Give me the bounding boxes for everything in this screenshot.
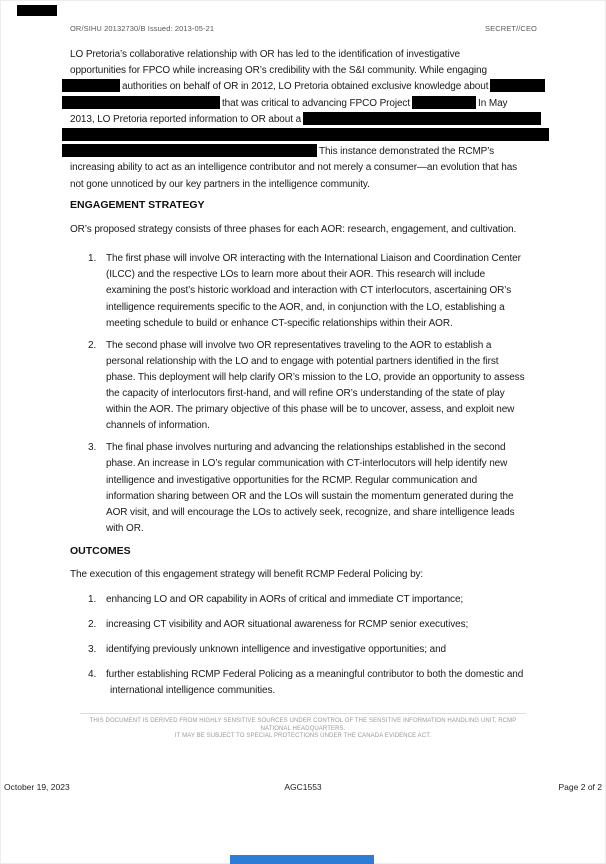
footer-date: October 19, 2023 [4, 782, 70, 792]
body-text: not gone unnoticed by our key partners in the intelligence community. [70, 178, 370, 190]
text-line: increasing CT visibility and AOR situational awareness for RCMP senior executives; [106, 618, 469, 630]
bottom-accent-bar [230, 855, 374, 864]
text-line: intelligence and investigative opportunities for the RCMP. Regular communication and [106, 474, 478, 486]
text-line: enhancing LO and OR capability in AORs of critical and immediate CT importance; [106, 593, 464, 605]
outcomes-intro: The execution of this engagement strategy will benefit RCMP Federal Policing by: [70, 569, 424, 581]
list-item [70, 592, 540, 608]
body-text: This instance demonstrated the RCMP’s [319, 146, 495, 158]
text-line: meeting schedule to build or enhance CT-specific relationships within their AOR. [106, 317, 453, 329]
text-line: The final phase involves nurturing and advancing the relationships established in the second [106, 442, 506, 454]
redaction-bar [412, 96, 476, 109]
document-body [70, 47, 540, 708]
text-line [70, 112, 540, 128]
redaction-bar [490, 79, 545, 92]
item-number: 3. [88, 442, 97, 454]
item-number: 1. [88, 253, 97, 265]
outcomes-list [70, 592, 540, 699]
redaction-bar [303, 112, 541, 125]
text-line [70, 177, 540, 193]
footer-page-indicator: Page 2 of 2 [558, 782, 602, 792]
text-line: phase. An increase in LO’s regular communication with CT-interlocutors will help identify new [106, 458, 508, 470]
text-line: information sharing between OR and the LOs will sustain the momentum generated during the [106, 490, 514, 502]
item-number: 4. [88, 668, 97, 680]
redaction-bar [62, 96, 220, 109]
text-line: AOR visit, and will encourage the LOs to actively seek, recognize, and share intelligence leads [106, 506, 515, 518]
body-text: In May [478, 97, 508, 109]
list-item [70, 642, 540, 658]
disclaimer-line: IT MAY BE SUBJECT TO SPECIAL PROTECTIONS UNDER THE CANADA EVIDENCE ACT. [174, 733, 432, 739]
text-line: international intelligence communities. [110, 684, 276, 696]
item-number: 3. [88, 643, 97, 655]
section-heading-engagement-strategy: ENGAGEMENT STRATEGY [70, 198, 205, 211]
text-line: intelligence requirements specific to the AOR, and, in conjunction with the LO, establishing a [106, 301, 505, 313]
item-number: 2. [88, 618, 97, 630]
text-line [70, 79, 540, 95]
classification-marking: SECRET//CEO [485, 24, 537, 33]
item-number: 2. [88, 339, 97, 351]
text-line: within the AOR. The primary objective of this phase will be to uncover, assess, and exploit new [106, 404, 515, 416]
body-text: LO Pretoria’s collaborative relationship with OR has led to the identification of investigative [70, 49, 460, 60]
sensitivity-disclaimer [80, 713, 526, 741]
list-item [70, 667, 540, 699]
list-item [70, 251, 540, 332]
list-item [70, 338, 540, 435]
text-line: examining the post’s historic workload and interaction with CT interlocutors, ascertaining OR’s [106, 285, 512, 297]
body-text: authorities on behalf of OR in 2012, LO Pretoria obtained exclusive knowledge about [122, 81, 489, 93]
redaction-bar [62, 128, 549, 141]
item-number: 1. [88, 593, 97, 605]
list-item [70, 617, 540, 633]
text-line: with OR. [106, 523, 144, 535]
redaction-bar [62, 144, 317, 157]
list-item [70, 440, 540, 537]
disclaimer-line: THIS DOCUMENT IS DERIVED FROM HIGHLY SENSITIVE SOURCES UNDER CONTROL OF THE SENSITIVE INFORMATION HANDLING UNIT, RCMP NATIONAL HEADQUARTERS. [89, 718, 517, 732]
strategy-list [70, 251, 540, 537]
redaction-bar [62, 79, 120, 92]
text-line: (ILCC) and the respective LOs to learn more about their AOR. This research will include [106, 269, 486, 281]
text-line [70, 63, 540, 79]
text-line: The second phase will involve two OR representatives traveling to the AOR to establish a [106, 339, 492, 351]
text-line: personal relationship with the LO and to engage with potential partners identified in the first [106, 355, 499, 367]
doc-reference-number: OR/SIHU 20132730/B Issued: 2013-05-21 [70, 24, 215, 33]
body-text: opportunities for FPCO while increasing OR’s credibility with the S&I community. While engaging [70, 65, 487, 77]
strategy-intro: OR’s proposed strategy consists of three phases for each AOR: research, engagement, and cultivation. [70, 223, 517, 235]
corner-redaction-bar [17, 5, 57, 16]
text-line: identifying previously unknown intelligence and investigative opportunities; and [106, 643, 446, 655]
text-line [70, 128, 540, 144]
body-text: increasing ability to act as an intelligence contributor and not merely a consumer—an evolution that has [70, 162, 518, 174]
text-line [70, 144, 540, 160]
text-line [70, 160, 540, 176]
text-line: phase. This deployment will help clarify OR’s mission to the LO, provide an opportunity to assess [106, 371, 525, 383]
body-text: 2013, LO Pretoria reported information to OR about a [70, 113, 302, 125]
text-line: the capacity of interlocutors first-hand, and will refine OR’s understanding of the state of play [106, 388, 505, 400]
text-line: further establishing RCMP Federal Policing as a meaningful contributor to both the domestic and [106, 668, 524, 680]
document-header [70, 24, 537, 33]
text-line: The first phase will involve OR interacting with the International Liaison and Coordination Center [106, 253, 521, 265]
exhibit-footer [4, 782, 602, 792]
text-line [70, 96, 540, 112]
text-line: channels of information. [106, 420, 210, 432]
footer-exhibit-number: AGC1553 [284, 782, 322, 792]
section-heading-outcomes: OUTCOMES [70, 545, 131, 558]
body-text: that was critical to advancing FPCO Project [222, 97, 411, 109]
text-line [70, 47, 540, 63]
